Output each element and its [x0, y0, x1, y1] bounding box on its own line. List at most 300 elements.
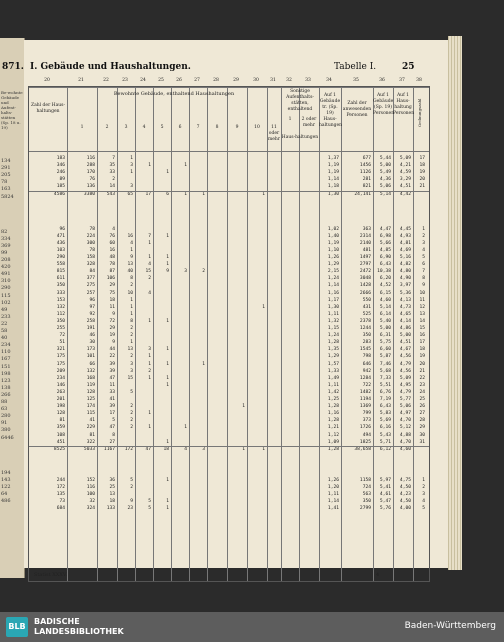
block-c-cell: 563 — [362, 492, 371, 497]
left-stub-value: 88 — [1, 399, 8, 405]
block-b-cell: 48 — [109, 255, 115, 260]
block-a-cell: 1 — [202, 191, 205, 197]
block-b-cell: 4 — [422, 247, 425, 253]
block-b-cell: 431 — [362, 304, 371, 310]
block-b-cell: 451 — [56, 439, 65, 445]
block-b-cell: 1,29 — [327, 354, 339, 360]
block-b-cell: 24 — [419, 389, 425, 395]
block-b-cell: 263 — [56, 389, 65, 395]
block-b-cell: 5,40 — [379, 318, 391, 324]
block-b-cell: 174 — [86, 404, 95, 410]
header-rule — [29, 87, 429, 88]
block-b-cell: 78 — [89, 247, 95, 253]
block-c-cell: 1,20 — [327, 484, 339, 490]
block-b-cell: 2 — [130, 411, 133, 417]
block-b-cell: 112 — [56, 311, 65, 317]
block-b-cell: 31 — [419, 439, 425, 445]
column-rule — [267, 87, 268, 581]
block-b-cell: 6,12 — [379, 446, 391, 452]
block-c-cell: 1 — [422, 477, 425, 483]
block-a-cell: 5,44 — [379, 156, 391, 161]
block-c-cell: 5,76 — [379, 506, 391, 512]
block-a-cell: 21 — [419, 184, 425, 190]
block-c-cell: 18 — [109, 499, 115, 505]
block-b-cell: 4,93 — [399, 233, 411, 239]
block-a-cell: 20 — [419, 177, 425, 183]
header-bottom-rule — [29, 151, 429, 152]
column-number: 22 — [103, 78, 109, 83]
block-b-cell: 201 — [56, 397, 65, 402]
block-b-cell: 16 — [127, 233, 133, 239]
block-b-cell: 5 — [422, 255, 425, 260]
left-stub-value: 291 — [1, 165, 11, 172]
block-b-cell: 6,16 — [379, 425, 391, 431]
block-b-cell: 8525 — [53, 446, 65, 452]
block-b-cell: 2 — [130, 404, 133, 410]
block-b-cell: 20 — [419, 361, 425, 367]
block-b-cell: 60 — [109, 240, 115, 246]
block-b-cell: 1 — [166, 382, 169, 388]
block-b-cell: 611 — [56, 276, 65, 282]
block-b-cell: 283 — [362, 340, 371, 346]
block-b-cell: 5,87 — [379, 354, 391, 360]
column-number: 35 — [353, 78, 359, 83]
block-b-cell: 1244 — [359, 326, 371, 331]
block-b-cell: 1 — [422, 226, 425, 232]
block-a-cell: 1,19 — [327, 163, 339, 169]
block-c-cell: 73 — [59, 499, 65, 505]
column-rule — [281, 87, 282, 581]
block-b-cell: 5,43 — [379, 432, 391, 438]
block-b-cell: 5,00 — [379, 326, 391, 331]
block-b-cell: 1 — [130, 304, 133, 310]
block-b-cell: 1,14 — [327, 283, 339, 289]
block-c-cell: 324 — [86, 506, 95, 512]
block-b-cell: 1,11 — [327, 382, 339, 388]
block-b-cell: 300 — [86, 240, 95, 246]
block-b-cell: 1,49 — [327, 375, 339, 381]
column-rule — [171, 87, 172, 581]
left-stub-value: 99 — [1, 249, 8, 256]
block-b-cell: 4,79 — [399, 389, 411, 395]
block-b-cell: 1,24 — [327, 276, 339, 282]
block-b-cell: 11 — [109, 382, 115, 388]
block-b-cell: 798 — [362, 354, 371, 360]
block-b-cell: 1,10 — [327, 247, 339, 253]
block-b-cell: 4,67 — [399, 347, 411, 353]
column-rule — [299, 87, 300, 581]
block-a-cell: 5,14 — [379, 191, 391, 197]
block-a-cell: 1 — [148, 163, 151, 169]
column-number: 21 — [78, 78, 84, 83]
left-stub-value: 420 — [1, 264, 11, 271]
block-b-cell: 350 — [56, 283, 65, 289]
block-b-cell: 22 — [109, 354, 115, 360]
block-a-cell: 4,51 — [399, 184, 411, 190]
block-b-cell: 1194 — [359, 397, 371, 402]
block-c-cell: 4,75 — [399, 477, 411, 483]
block-b-cell: 4,82 — [399, 262, 411, 268]
block-b-cell: 224 — [86, 233, 95, 239]
block-b-cell: 44 — [109, 347, 115, 353]
block-b-cell: 15 — [145, 269, 151, 275]
block-c-cell: 5 — [148, 506, 151, 512]
block-b-cell: 9 — [130, 255, 133, 260]
block-b-cell: 4,88 — [399, 432, 411, 438]
block-a-cell: 4,59 — [399, 170, 411, 176]
left-stub-value: 205 — [1, 172, 11, 179]
block-b-cell: 23 — [419, 382, 425, 388]
block-b-cell: 2666 — [359, 290, 371, 296]
block-b-cell: 6,15 — [379, 290, 391, 296]
block-a-cell: 4586 — [53, 191, 65, 197]
block-c-cell: 4,00 — [399, 506, 411, 512]
left-stub-value: 266 — [1, 391, 11, 398]
block-a-cell: 3,29 — [399, 177, 411, 183]
zahl-personen-header: Zahl der anwesenden Personen — [342, 101, 372, 118]
block-b-cell: 3 — [184, 269, 187, 275]
block-b-cell: 4 — [130, 240, 133, 246]
column-number: 26 — [176, 78, 182, 83]
block-b-cell: 18 — [419, 347, 425, 353]
block-b-cell: 173 — [86, 347, 95, 353]
block-b-cell: 16 — [419, 333, 425, 339]
block-b-cell: 4,13 — [399, 297, 411, 303]
block-a-cell: 1 — [130, 170, 133, 176]
block-b-cell: 1 — [166, 233, 169, 239]
block-b-cell: 27 — [419, 411, 425, 417]
left-stub-value: 91 — [1, 420, 8, 427]
block-b-cell: 5,00 — [399, 333, 411, 339]
block-b-cell: 4,56 — [399, 368, 411, 374]
left-stub-value: 163 — [1, 186, 11, 193]
block-c-cell: 1,41 — [327, 506, 339, 512]
column-number: 27 — [194, 78, 200, 83]
block-b-cell: 172 — [124, 446, 133, 452]
zahl-header: Zahl der Haus-haltungen — [30, 103, 66, 114]
block-b-cell: 359 — [56, 425, 65, 431]
block-b-cell: 5,51 — [379, 382, 391, 388]
block-b-cell: 22 — [419, 375, 425, 381]
block-b-cell: 6,98 — [379, 233, 391, 239]
block-c-cell: 724 — [362, 484, 371, 490]
block-b-cell: 175 — [56, 354, 65, 360]
column-rule — [207, 87, 208, 581]
block-b-cell: 1726 — [359, 425, 371, 431]
block-c-cell: 4,50 — [399, 499, 411, 505]
block-b-cell: 4,60 — [399, 446, 411, 452]
block-b-cell: 646 — [362, 361, 371, 367]
block-b-cell: 4,14 — [399, 318, 411, 324]
block-c-cell: 133 — [106, 506, 115, 512]
library-line2: LANDESBIBLIOTHEK — [34, 627, 124, 636]
block-b-cell: 72 — [59, 333, 65, 339]
block-a-cell: 18 — [419, 163, 425, 169]
block-b-cell: 7 — [148, 233, 151, 239]
block-a-cell: 1 — [166, 170, 169, 176]
household-count-col: 2 — [105, 125, 109, 130]
block-c-cell: 4,50 — [399, 484, 411, 490]
left-stub-value: 334 — [1, 235, 11, 242]
block-b-cell: 1 — [166, 318, 169, 324]
column-number: 37 — [399, 78, 405, 83]
block-c-cell: 135 — [56, 492, 65, 497]
block-b-cell: 255 — [56, 326, 65, 331]
block-c-cell: 1,26 — [327, 477, 339, 483]
left-stub-value: 40 — [1, 335, 8, 342]
block-b-cell: 209 — [56, 368, 65, 374]
block-b-cell: 1 — [130, 340, 133, 346]
block-c-cell: 1 — [166, 506, 169, 512]
block-b-cell: 1 — [262, 446, 265, 452]
block-c-cell: 5 — [422, 506, 425, 512]
block-b-cell: 4,52 — [379, 283, 391, 289]
block-c-cell: 23 — [127, 506, 133, 512]
block-c-cell: 1 — [166, 477, 169, 483]
household-count-col: 9 — [235, 125, 239, 130]
block-b-cell: 87 — [109, 269, 115, 275]
block-b-cell: 2,15 — [327, 269, 339, 275]
block-a-cell: 76 — [89, 177, 95, 183]
block-b-cell: 1 — [242, 446, 245, 452]
block-a-cell: 1 — [130, 156, 133, 161]
block-b-cell: 1,19 — [327, 240, 339, 246]
block-a-cell: 288 — [86, 163, 95, 169]
block-c-cell: 1,14 — [327, 499, 339, 505]
left-stub-value: 198 — [1, 370, 11, 377]
block-b-cell: 12 — [419, 304, 425, 310]
block-b-cell: 16 — [109, 247, 115, 253]
column-number: 24 — [140, 78, 146, 83]
left-stub-value: 22 — [1, 320, 8, 327]
library-line1: BADISCHE — [34, 617, 80, 626]
block-b-cell: 258 — [86, 318, 95, 324]
block-b-cell: 436 — [56, 240, 65, 246]
block-c-cell: 116 — [86, 484, 95, 490]
block-b-cell: 78 — [89, 226, 95, 232]
column-rule — [189, 87, 190, 581]
eine-header: 1 — [288, 117, 292, 122]
left-stub-value: 290 — [1, 285, 11, 292]
block-b-cell: 1,40 — [327, 233, 339, 239]
signature-mark: 4 — [376, 572, 380, 578]
block-b-cell: 1,09 — [327, 439, 339, 445]
block-b-cell: 6,43 — [379, 262, 391, 268]
block-b-cell: 9 — [166, 269, 169, 275]
block-b-cell: 3048 — [359, 276, 371, 282]
block-a-cell: 3380 — [83, 191, 95, 197]
block-b-cell: 1,21 — [327, 425, 339, 431]
block-b-cell: 19 — [419, 354, 425, 360]
column-number: 20 — [44, 78, 50, 83]
left-stub-value: 491 — [1, 271, 11, 278]
block-b-cell: 1,17 — [327, 297, 339, 303]
block-b-cell: 47 — [109, 375, 115, 381]
block-b-cell: 47 — [145, 446, 151, 452]
block-b-cell: 5,14 — [379, 304, 391, 310]
left-stub-header: Be-wohnte Gebäude und Aufent-halts-stätten (Sp. 18 u. 19) — [1, 90, 23, 130]
block-a-cell: 65 — [127, 191, 133, 197]
block-c-cell: 100 — [86, 492, 95, 497]
block-b-cell: 175 — [56, 361, 65, 367]
block-b-cell: 1428 — [359, 283, 371, 289]
block-a-cell: 1,18 — [327, 184, 339, 190]
block-b-cell: 1497 — [359, 255, 371, 260]
left-page-stub — [0, 38, 25, 578]
block-c-cell: 5,47 — [379, 499, 391, 505]
sonstige-header: Sonstige Aufenthalts-stätten, enthaltend — [286, 89, 314, 112]
column-number: 34 — [326, 78, 332, 83]
block-a-cell: 24,141 — [354, 191, 371, 197]
block-b-cell: 234 — [56, 375, 65, 381]
block-a-cell: 3 — [130, 184, 133, 190]
block-b-cell: 2 — [130, 425, 133, 431]
block-b-cell: 18 — [163, 446, 169, 452]
block-b-cell: 8 — [130, 276, 133, 282]
block-b-cell: 5,36 — [399, 290, 411, 296]
block-b-cell: 2 — [148, 276, 151, 282]
block-b-cell: 1,02 — [327, 226, 339, 232]
block-a-cell: 543 — [106, 191, 115, 197]
block-b-cell: 153 — [56, 297, 65, 303]
block-b-cell: 1 — [130, 297, 133, 303]
block-b-cell: 494 — [362, 432, 371, 438]
block-c-cell: 25 — [109, 484, 115, 490]
column-number: 29 — [233, 78, 239, 83]
block-b-cell: 40 — [127, 269, 133, 275]
left-stub-value: 234 — [1, 342, 11, 349]
block-b-cell: 1 — [166, 347, 169, 353]
block-a-cell: 4,42 — [399, 191, 411, 197]
block-b-cell: 128 — [86, 389, 95, 395]
block-a-cell: 5,06 — [379, 184, 391, 190]
block-c-cell: 36 — [109, 477, 115, 483]
block-b-cell: 1 — [202, 361, 205, 367]
block-b-cell: 5,12 — [399, 425, 411, 431]
block-a-cell: 6 — [166, 191, 169, 197]
block-b-cell: 96 — [59, 226, 65, 232]
block-b-cell: 3 — [130, 368, 133, 374]
library-name — [34, 617, 124, 637]
block-b-cell: 5,09 — [399, 375, 411, 381]
left-stub-value: 194 — [1, 469, 11, 476]
block-c-cell: 4 — [422, 499, 425, 505]
block-b-cell: 2314 — [359, 233, 371, 239]
sheet-mark: Statist XXXV. — [34, 572, 68, 578]
left-stub-value: 167 — [1, 356, 11, 363]
block-b-cell: 4 — [148, 262, 151, 268]
block-c-cell: 3 — [422, 492, 425, 497]
block-b-cell: 1 — [148, 318, 151, 324]
left-stub-value: 102 — [1, 299, 11, 306]
block-b-cell: 8 — [112, 432, 115, 438]
column-number: 33 — [305, 78, 311, 83]
block-c-cell: 684 — [56, 506, 65, 512]
haushaltungen-header: Haus-haltungen — [281, 135, 319, 140]
block-c-cell: 5 — [148, 499, 151, 505]
block-b-cell: 15 — [127, 375, 133, 381]
block-b-cell: 1 — [148, 411, 151, 417]
block-b-cell: 2797 — [359, 262, 371, 268]
block-b-cell: 76 — [109, 233, 115, 239]
block-b-cell: 1,25 — [327, 397, 339, 402]
block-b-cell: 92 — [89, 311, 95, 317]
block-a-cell: 183 — [56, 156, 65, 161]
block-b-cell: 1 — [130, 247, 133, 253]
block-b-cell: 4,45 — [399, 226, 411, 232]
block-b-cell: 363 — [362, 226, 371, 232]
block-c-cell: 9 — [130, 499, 133, 505]
left-stub-value: 6446 — [1, 434, 14, 441]
block-b-cell: 66 — [89, 361, 95, 367]
block-rule — [29, 191, 429, 192]
auf-gebaeude-header: Auf 1 Gebäude tr. (Sp. 19) Haus-haltungen — [319, 93, 343, 128]
block-b-cell: 229 — [86, 425, 95, 431]
region-label: Baden-Württemberg — [404, 621, 496, 631]
statistics-table — [28, 86, 430, 582]
block-b-cell: 1,28 — [327, 404, 339, 410]
block-b-cell: 4,90 — [399, 276, 411, 282]
block-c-cell: 32 — [89, 499, 95, 505]
block-b-cell: 1825 — [359, 439, 371, 445]
block-b-cell: 257 — [86, 290, 95, 296]
block-b-cell: 119 — [86, 382, 95, 388]
block-b-cell: 5 — [112, 418, 115, 424]
block-b-cell: 96 — [89, 297, 95, 303]
block-b-cell: 4,51 — [399, 340, 411, 346]
block-a-cell: 4,36 — [379, 177, 391, 183]
block-b-cell: 9 — [112, 340, 115, 346]
block-b-cell: 1369 — [359, 404, 371, 410]
block-b-cell: 26 — [419, 404, 425, 410]
zwei-header: 2 oder mehr — [301, 117, 317, 128]
block-b-cell: 41 — [89, 418, 95, 424]
block-b-cell: 103 — [56, 247, 65, 253]
block-b-cell: 1545 — [359, 347, 371, 353]
block-b-cell: 5,83 — [379, 411, 391, 417]
block-b-cell: 1 — [148, 425, 151, 431]
left-stub-value: 134 — [1, 158, 11, 164]
block-b-cell: 13 — [127, 347, 133, 353]
column-number: 25 — [158, 78, 164, 83]
block-a-cell: 5,00 — [379, 163, 391, 169]
block-b-cell: 525 — [362, 311, 371, 317]
block-b-cell: 328 — [86, 262, 95, 268]
block-b-cell: 9 — [112, 311, 115, 317]
block-a-cell: 7 — [112, 156, 115, 161]
block-b-cell: 350 — [56, 318, 65, 324]
block-b-cell: 21 — [419, 368, 425, 374]
block-b-cell: 3 — [202, 446, 205, 452]
page-number: 25 — [402, 62, 415, 72]
block-a-cell: 17 — [145, 191, 151, 197]
household-count-col: 3 — [124, 125, 128, 130]
block-b-cell: 4,60 — [379, 297, 391, 303]
block-b-cell: 17 — [419, 340, 425, 346]
block-b-cell: 101 — [86, 354, 95, 360]
block-b-cell: 17 — [109, 411, 115, 417]
block-b-cell: 7,33 — [379, 375, 391, 381]
block-b-cell: 1 — [130, 311, 133, 317]
block-b-cell: 10 — [419, 290, 425, 296]
block-b-cell: 39 — [109, 361, 115, 367]
column-number: 28 — [213, 78, 219, 83]
ordnungszahl-header: Ordnungszahl — [417, 98, 422, 127]
block-b-cell: 7,19 — [379, 397, 391, 402]
household-count-col: 5 — [160, 125, 164, 130]
block-b-cell: 1 — [166, 375, 169, 381]
block-c-cell: 172 — [56, 484, 65, 490]
